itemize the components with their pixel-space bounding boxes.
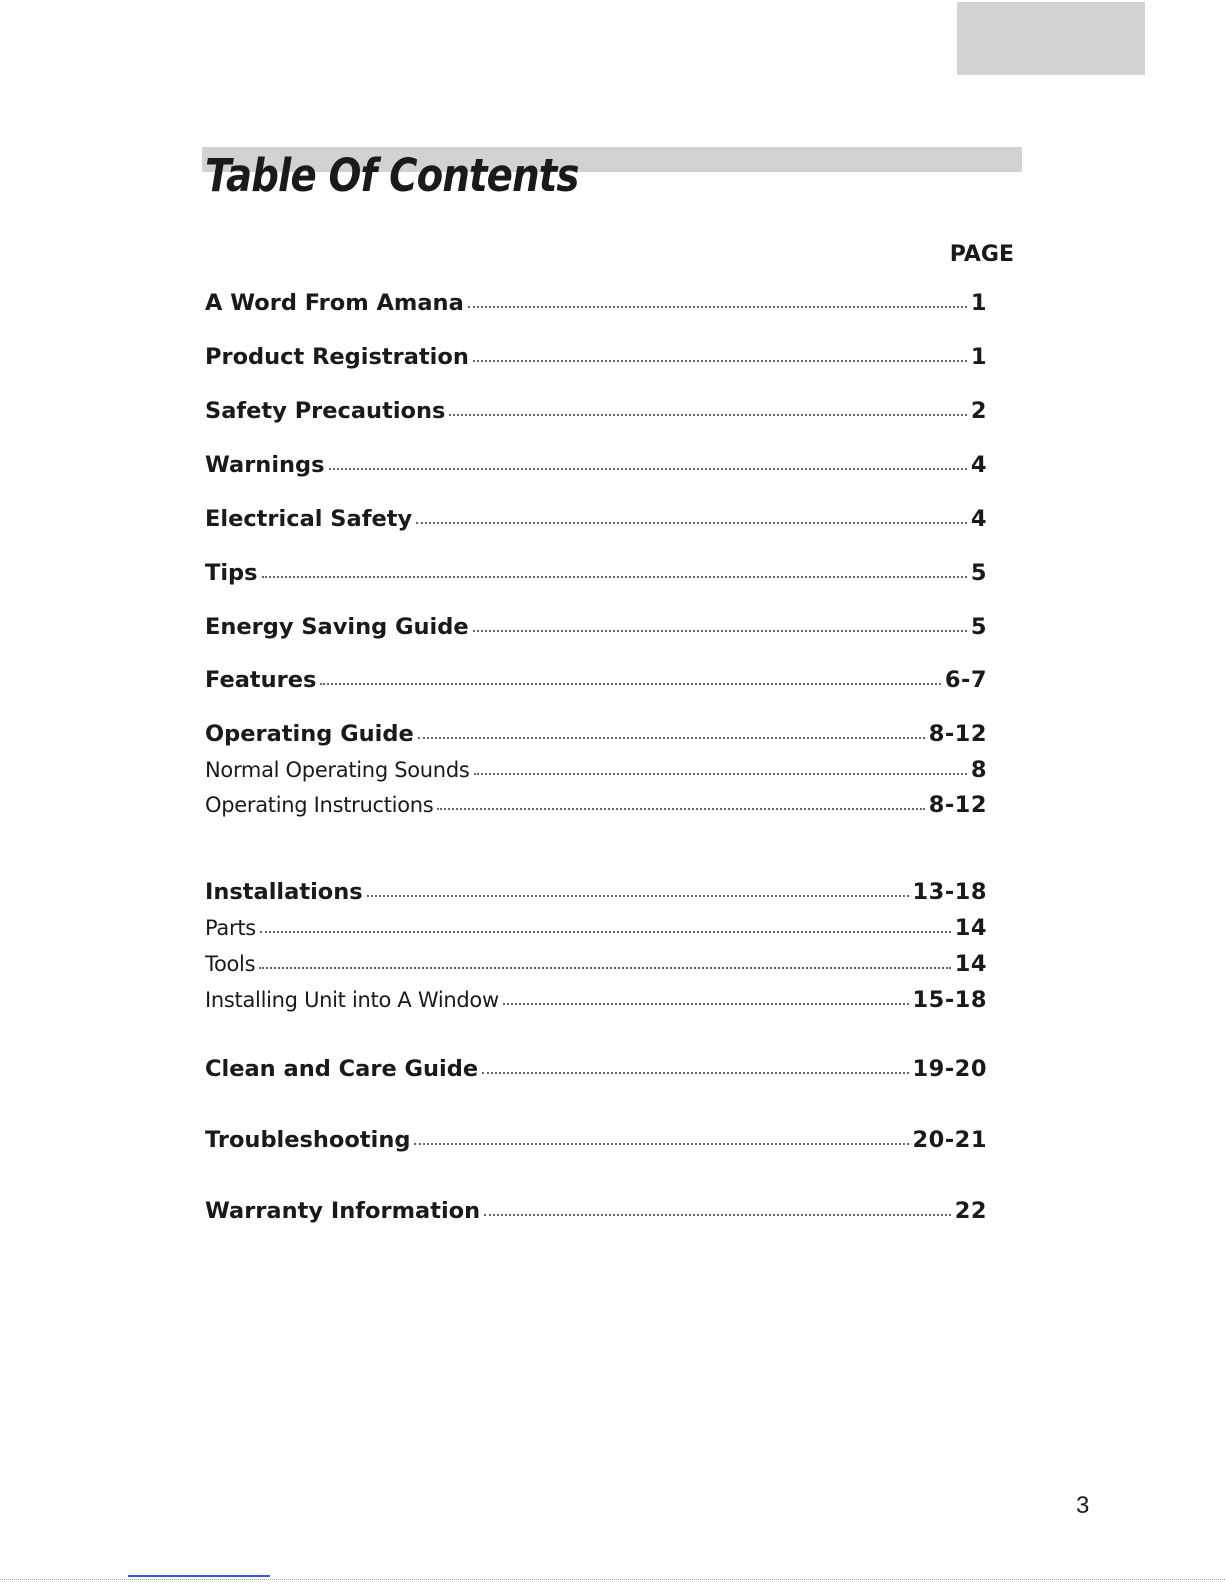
corner-tab-decoration [957, 2, 1145, 75]
dot-leader [260, 930, 951, 933]
toc-entry-product-registration[interactable] [205, 342, 987, 372]
toc-entry-page: 8 [970, 757, 987, 783]
toc-entry-tips[interactable] [205, 558, 987, 588]
dot-leader [473, 359, 967, 362]
toc-entry-label: Troubleshooting [205, 1127, 411, 1153]
toc-entry-troubleshooting[interactable] [205, 1125, 987, 1155]
toc-entry-label: Parts [205, 916, 256, 940]
page-column-heading: PAGE [949, 242, 1014, 267]
toc-entry-page: 15-18 [912, 987, 987, 1013]
toc-entry-label: Electrical Safety [205, 506, 413, 532]
dot-leader [484, 1213, 951, 1216]
toc-entry-page: 5 [970, 614, 987, 640]
toc-entry-page: 19-20 [912, 1056, 987, 1082]
dot-leader [474, 772, 967, 775]
toc-entry-page: 6-7 [944, 667, 987, 693]
toc-entry-clean-and-care-guide[interactable] [205, 1054, 987, 1084]
toc-subentry-operating-instructions[interactable] [205, 791, 987, 819]
toc-entry-installations[interactable] [205, 877, 987, 907]
toc-entry-operating-guide[interactable] [205, 719, 987, 749]
toc-entry-page: 1 [970, 290, 987, 316]
toc-entry-label: Warnings [205, 452, 325, 478]
dot-leader [437, 807, 924, 810]
toc-entry-warranty-information[interactable] [205, 1196, 987, 1226]
toc-entry-page: 14 [954, 951, 987, 977]
toc-subentry-tools[interactable] [205, 950, 987, 978]
toc-entry-label: Installations [205, 879, 363, 905]
toc-entry-page: 2 [970, 398, 987, 424]
toc-entry-a-word-from-amana[interactable] [205, 288, 987, 318]
toc-entry-label: Energy Saving Guide [205, 614, 469, 640]
toc-entry-safety-precautions[interactable] [205, 396, 987, 426]
page-title: Table Of Contents [205, 149, 579, 202]
dot-leader [416, 521, 967, 524]
toc-entry-label: Normal Operating Sounds [205, 758, 470, 782]
toc-entry-label: Tips [205, 560, 258, 586]
toc-entry-label: Installing Unit into A Window [205, 988, 499, 1012]
page-number: 3 [1076, 1492, 1090, 1519]
dot-leader [473, 629, 967, 632]
toc-entry-page: 14 [954, 915, 987, 941]
dot-leader [414, 1142, 908, 1145]
toc-entry-label: Safety Precautions [205, 398, 446, 424]
toc-entry-label: Operating Guide [205, 721, 414, 747]
toc-entry-electrical-safety[interactable] [205, 504, 987, 534]
toc-entry-page: 8-12 [928, 792, 987, 818]
toc-subentry-normal-operating-sounds[interactable] [205, 756, 987, 784]
dot-leader [259, 966, 950, 969]
toc-entry-page: 13-18 [912, 879, 987, 905]
dot-leader [418, 736, 925, 739]
toc-entry-page: 8-12 [928, 721, 987, 747]
toc-entry-label: Warranty Information [205, 1198, 481, 1224]
toc-entry-page: 4 [970, 506, 987, 532]
toc-entry-page: 22 [954, 1198, 987, 1224]
dot-leader [482, 1071, 908, 1074]
bottom-link-underline [128, 1575, 270, 1577]
toc-entry-energy-saving-guide[interactable] [205, 612, 987, 642]
toc-entry-page: 20-21 [912, 1127, 987, 1153]
toc-entry-page: 5 [970, 560, 987, 586]
dot-leader [503, 1002, 909, 1005]
dot-leader [449, 413, 966, 416]
toc-entry-label: Tools [205, 952, 256, 976]
dot-leader [329, 467, 967, 470]
toc-entry-page: 1 [970, 344, 987, 370]
toc-entry-label: Clean and Care Guide [205, 1056, 479, 1082]
toc-entry-label: Product Registration [205, 344, 469, 370]
dot-leader [367, 894, 909, 897]
bottom-dotted-rule [0, 1579, 1225, 1580]
toc-subentry-parts[interactable] [205, 914, 987, 942]
dot-leader [320, 682, 940, 685]
dot-leader [262, 575, 967, 578]
toc-entry-page: 4 [970, 452, 987, 478]
toc-subentry-installing-unit-into-a-window[interactable] [205, 986, 987, 1014]
toc-entry-label: A Word From Amana [205, 290, 464, 316]
toc-entry-warnings[interactable] [205, 450, 987, 480]
toc-entry-label: Features [205, 667, 317, 693]
dot-leader [468, 305, 967, 308]
toc-entry-features[interactable] [205, 665, 987, 695]
toc-entry-label: Operating Instructions [205, 793, 434, 817]
